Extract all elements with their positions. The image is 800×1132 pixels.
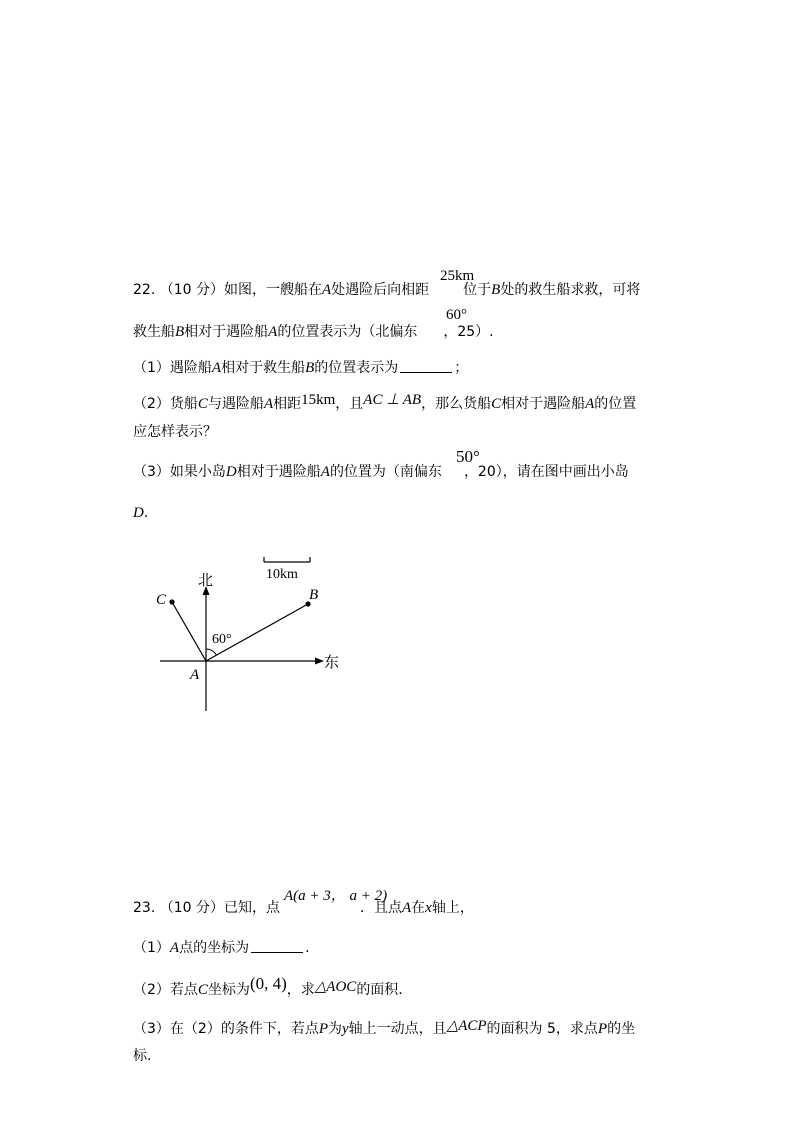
label-C: C [156,592,167,608]
label-A: A [190,667,200,683]
q22-part1: （1）遇险船A相对于救生船B的位置表示为 ； [133,360,469,376]
answer-blank [251,938,303,953]
point-C [169,599,174,604]
q23-part3-line2: 标. [133,1048,152,1064]
scale-bar [264,557,310,562]
q23-line1: 23. （10 分）已知，点 ．且点A在x轴上， [133,900,474,916]
angle-arc [206,649,216,655]
q23-part1: （1）A点的坐标为 . [133,940,310,956]
north-label: 北 [198,571,214,589]
q22-part2: （2）货船C与遇险船A相距15km，且AC ⊥ AB，那么货船C相对于遇险船A的位置 [133,392,637,412]
q22-line2: 救生船B相对于遇险船A的位置表示为（北偏东 ，25）. [133,324,494,340]
scale-label: 10km [266,567,298,582]
q23-point-A-expr: A(a + 3， a + 2) [284,888,388,904]
q22-line1: 22. （10 分）如图，一艘船在A处遇险后向相距 位于B处的救生船求救，可将 [133,282,641,298]
q23-part2: （2）若点C坐标为(0, 4)，求△AOC的面积. [133,974,403,998]
q22-angle-50: 50° [456,447,480,466]
label-B: B [309,587,319,603]
segment-AC [172,602,206,661]
q22-part3: （3）如果小岛D相对于遇险船A的位置为（南偏东 ，20），请在图中画出小岛 [133,464,629,480]
answer-blank [400,358,452,373]
q23-part3: （3）在（2）的条件下，若点P为y轴上一动点，且△ACP的面积为 5，求点P的坐 [133,1018,636,1037]
east-label: 东 [324,653,340,671]
q22-distance-25km: 25km [440,268,475,284]
q22-part2-line2: 应怎样表示？ [133,424,217,440]
q22-part3-line2: D. [133,505,149,521]
angle-label: 60° [212,632,232,647]
bearing-diagram [150,548,350,718]
q22-angle-60: 60° [446,307,467,323]
east-arrow-icon [315,658,324,665]
